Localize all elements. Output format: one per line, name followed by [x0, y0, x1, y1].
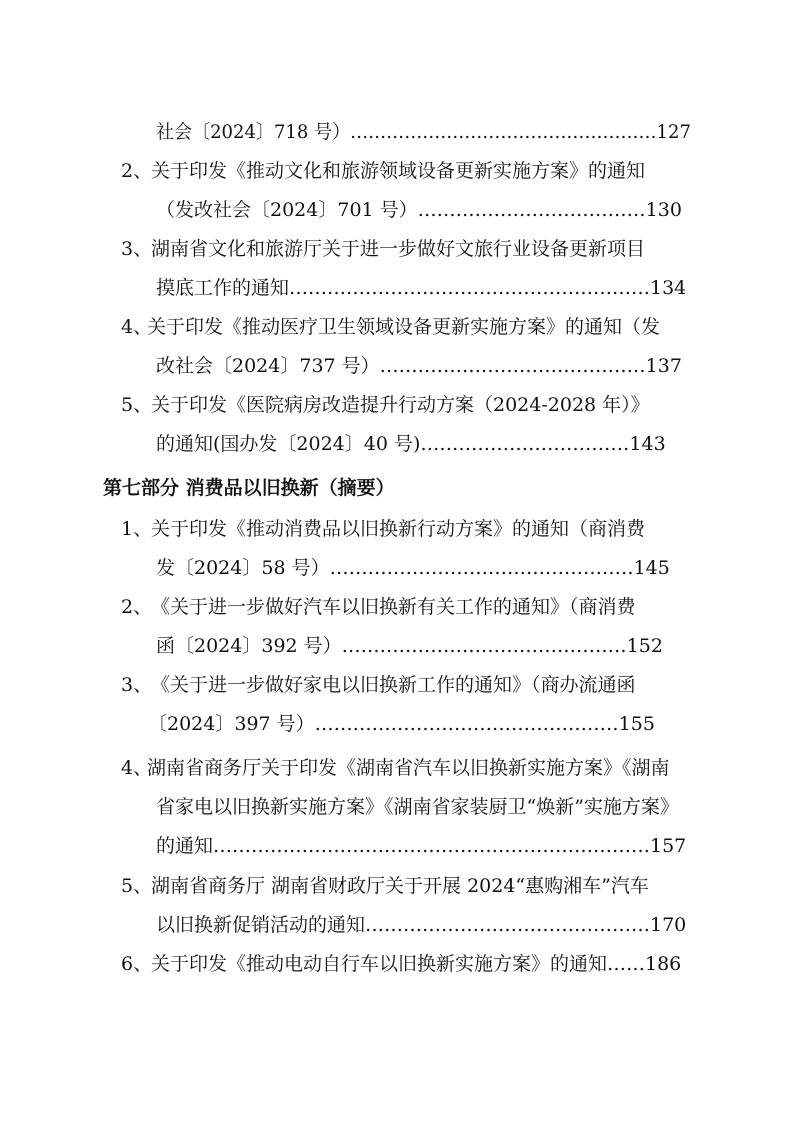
- toc-entry-line: 函〔2024〕392 号）………………………………………152: [156, 635, 663, 657]
- toc-entry-number: 2、: [121, 596, 153, 618]
- toc-entry: [0, 385, 793, 425]
- toc-entry-line: 湖南省文化和旅游厅关于进一步做好文旅行业设备更新项目: [151, 238, 646, 260]
- toc-entry: [0, 665, 793, 705]
- toc-entry-continuation: [0, 787, 793, 827]
- toc-entry-line: 改社会〔2024〕737 号）……………………………………137: [156, 355, 682, 377]
- toc-entry-number: 5、: [121, 875, 153, 897]
- toc-entry-number: 3、: [121, 674, 153, 696]
- toc-entry-line: 摸底工作的通知…………………………………………………134: [156, 277, 687, 299]
- toc-entry-continuation: [0, 905, 793, 945]
- toc-entry-line: 关于印发《推动电动自行车以旧换新实施方案》的通知……186: [151, 953, 682, 975]
- toc-entry-line: 的通知……………………………………………………………157: [156, 835, 687, 857]
- toc-entry-line: 发〔2024〕58 号）…………………………………………145: [156, 557, 670, 579]
- toc-entry-line: 社会〔2024〕718 号）……………………………………………127: [156, 121, 691, 143]
- toc-entry-line: 《关于进一步做好汽车以旧换新有关工作的通知》（商消费: [151, 596, 636, 618]
- toc-entry-number: 6、: [121, 953, 153, 975]
- toc-entry-line: 〔2024〕397 号）…………………………………………155: [148, 713, 655, 735]
- toc-entry-line: 的通知(国办发〔2024〕40 号)……………………………143: [156, 433, 666, 455]
- toc-entry-line: 《关于进一步做好家电以旧换新工作的通知》（商办流通函: [151, 674, 636, 696]
- toc-entry-continuation: [0, 704, 793, 744]
- toc-entry-number: 2、: [121, 160, 153, 182]
- toc-entry-line: 以旧换新促销活动的通知………………………………………170: [156, 914, 687, 936]
- toc-entry-line: 湖南省商务厅关于印发《湖南省汽车以旧换新实施方案》《湖南: [147, 757, 670, 779]
- toc-entry-line: 关于印发《推动医疗卫生领域设备更新实施方案》的通知（发: [147, 316, 661, 338]
- toc-entry: [0, 151, 793, 191]
- toc-entry-number: 4、: [121, 316, 153, 338]
- toc-entry-continuation: [0, 548, 793, 588]
- toc-entry-line: 省家电以旧换新实施方案》《湖南省家装厨卫“焕新”实施方案》: [156, 796, 679, 818]
- toc-entry-number: 4、: [121, 757, 153, 779]
- toc-entry-line: （发改社会〔2024〕701 号）………………………………130: [156, 199, 682, 221]
- toc-entry-line: 关于印发《推动文化和旅游领域设备更新实施方案》的通知: [151, 160, 646, 182]
- toc-entry-line: 关于印发《医院病房改造提升行动方案（2024-2028 年）》: [151, 394, 650, 416]
- toc-entry-continuation: [0, 112, 793, 152]
- toc-entry: [0, 307, 793, 347]
- section-heading: 第七部分 消费品以旧换新（摘要）: [103, 477, 395, 499]
- toc-entry-number: 3、: [121, 238, 153, 260]
- toc-entry-number: 1、: [121, 518, 153, 540]
- toc-entry-continuation: [0, 190, 793, 230]
- toc-entry-line: 湖南省商务厅 湖南省财政厅关于开展 2024“惠购湘车”汽车: [151, 875, 649, 897]
- toc-entry: [0, 866, 793, 906]
- toc-entry-continuation: [0, 268, 793, 308]
- toc-entry: [0, 229, 793, 269]
- toc-entry: [0, 509, 793, 549]
- toc-entry-line: 关于印发《推动消费品以旧换新行动方案》的通知（商消费: [151, 518, 646, 540]
- toc-entry-number: 5、: [121, 394, 153, 416]
- toc-entry: [0, 944, 793, 984]
- toc-entry-continuation: [0, 626, 793, 666]
- toc-entry-continuation: [0, 346, 793, 386]
- toc-entry-continuation: [0, 424, 793, 464]
- toc-entry: [0, 748, 793, 788]
- toc-entry-continuation: [0, 826, 793, 866]
- toc-entry: [0, 587, 793, 627]
